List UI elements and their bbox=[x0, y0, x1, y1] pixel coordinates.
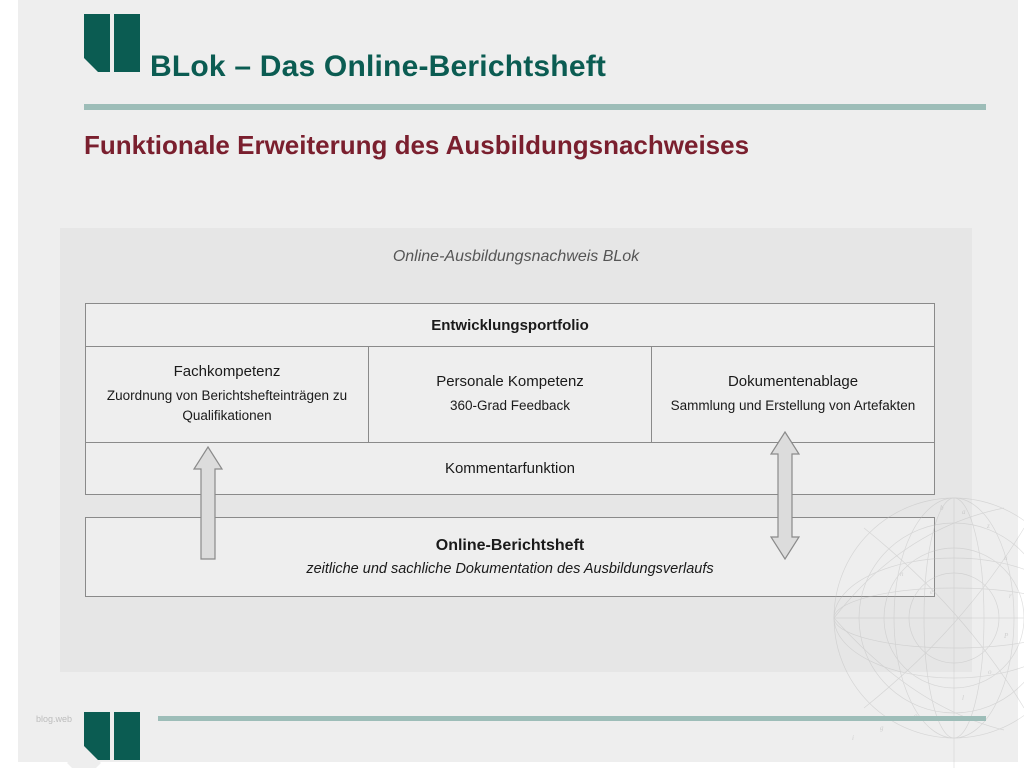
svg-text:e: e bbox=[930, 588, 934, 596]
footer-note: blog.web bbox=[36, 714, 73, 724]
footer-divider bbox=[158, 716, 986, 721]
svg-text:o: o bbox=[988, 668, 992, 676]
block-online-berichtsheft-title: Online-Berichtsheft bbox=[435, 537, 585, 554]
page-subtitle: Funktionale Erweiterung des Ausbildungsnachweises bbox=[84, 130, 750, 160]
svg-text:a: a bbox=[962, 508, 966, 516]
arrow-updown-right-icon bbox=[765, 428, 805, 563]
svg-text:i: i bbox=[852, 734, 854, 742]
block-fachkompetenz-title: Fachkompetenz bbox=[173, 363, 281, 381]
block-personale-kompetenz-title: Personale Kompetenz bbox=[436, 373, 584, 391]
diagram-panel bbox=[60, 228, 972, 672]
arrow-up-left-icon bbox=[188, 443, 228, 563]
svg-text:g: g bbox=[880, 724, 884, 732]
svg-text:l: l bbox=[962, 694, 964, 702]
footer-book-logo-icon bbox=[84, 712, 140, 764]
block-personale-kompetenz-desc: 360-Grad Feedback bbox=[449, 398, 571, 414]
blok-book-logo-icon bbox=[84, 14, 140, 86]
svg-text:z: z bbox=[987, 522, 990, 530]
block-fachkompetenz bbox=[85, 347, 369, 443]
svg-text:n: n bbox=[900, 570, 904, 578]
header-divider bbox=[84, 104, 986, 110]
block-online-berichtsheft-subtitle: zeitliche und sachliche Dokumentation des Ausbildungsverlaufs bbox=[306, 561, 714, 577]
block-entwicklungsportfolio-label: Entwicklungsportfolio bbox=[431, 316, 589, 334]
block-dokumentenablage-title: Dokumentenablage bbox=[727, 373, 859, 391]
right-margin bbox=[1018, 0, 1024, 768]
bottom-margin bbox=[0, 762, 1024, 768]
svg-text:u: u bbox=[1004, 554, 1008, 562]
block-competence-row bbox=[85, 347, 935, 443]
block-dokumentenablage-desc: Sammlung und Erstellung von Artefakten bbox=[670, 398, 916, 414]
block-entwicklungsportfolio bbox=[85, 303, 935, 347]
left-margin bbox=[0, 0, 18, 768]
svg-text:r: r bbox=[1009, 592, 1012, 600]
page-title: BLok – Das Online-Berichtsheft bbox=[150, 50, 607, 83]
block-fachkompetenz-desc: Zuordnung von Berichtshefteinträgen zu Qualifikationen bbox=[106, 388, 348, 423]
svg-text:b: b bbox=[940, 504, 944, 512]
block-kommentarfunktion-label: Kommentarfunktion bbox=[444, 460, 576, 477]
svg-text:P: P bbox=[1004, 632, 1009, 640]
diagram-title: Online-Ausbildungsnachweis BLok bbox=[392, 248, 640, 265]
block-personale-kompetenz bbox=[369, 347, 652, 443]
